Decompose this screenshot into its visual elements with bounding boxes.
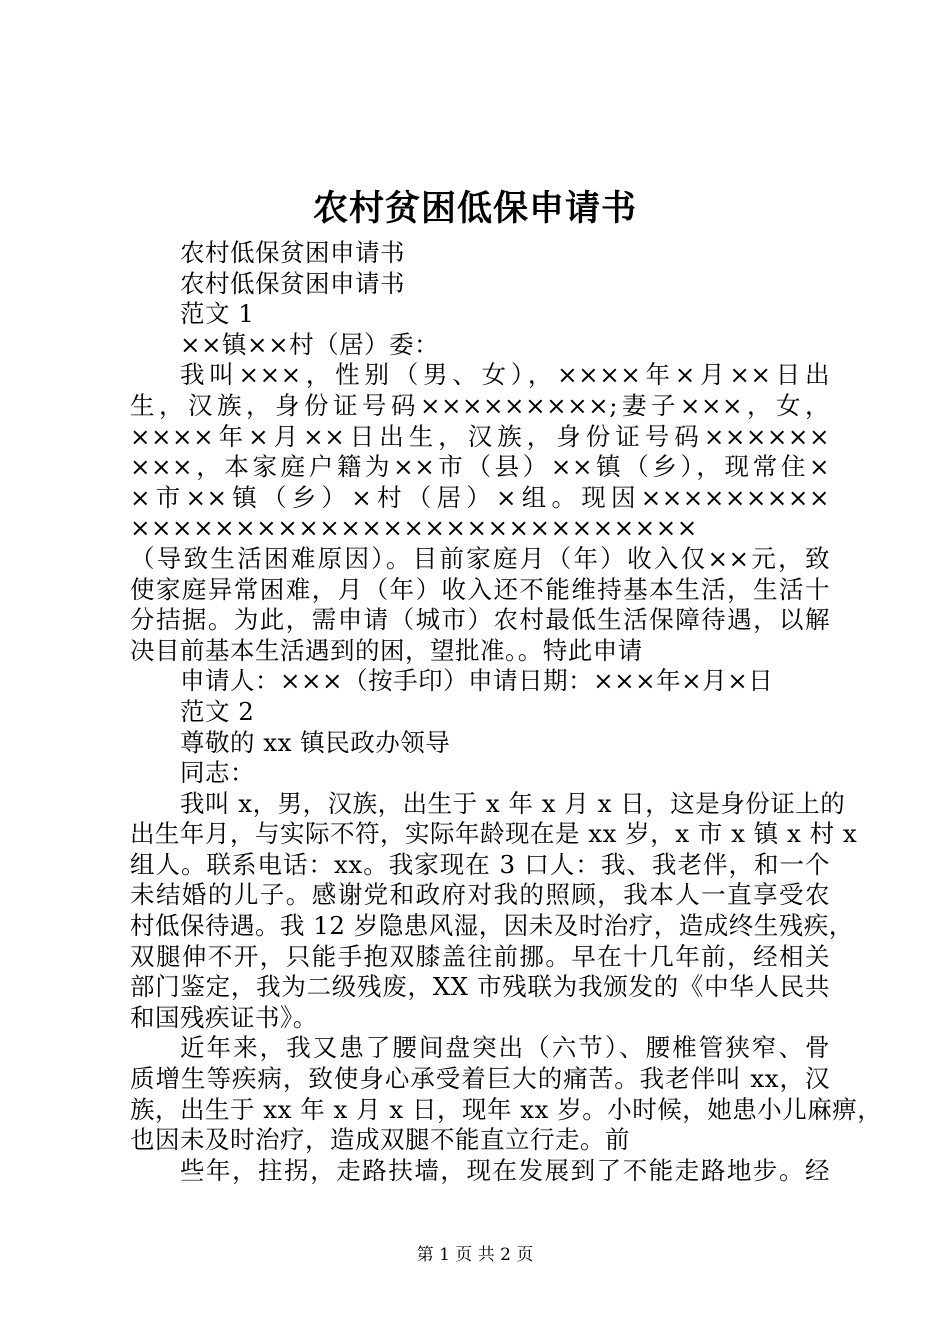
- text-line: ××镇××村（居）委：: [180, 329, 440, 359]
- document-title: 农村贫困低保申请书: [312, 188, 637, 229]
- text-line: 未结婚的儿子。感谢党和政府对我的照顾，我本人一直享受农: [130, 880, 830, 910]
- text-line: 双腿伸不开，只能手抱双膝盖往前挪。早在十几年前，经相关: [130, 941, 830, 971]
- text-line: 村低保待遇。我 12 岁隐患风湿，因未及时治疗，造成终生残疾，: [130, 911, 854, 941]
- text-line: 范文 1: [180, 299, 255, 329]
- text-line: ××××年×月××日出生，汉族，身份证号码××××××: [130, 421, 830, 451]
- text-line: 范文 2: [180, 696, 255, 726]
- page-footer: 第 1 页 共 2 页: [416, 1245, 534, 1265]
- text-line: 申请人：×××（按手印）申请日期：×××年×月×日: [180, 666, 774, 696]
- text-line: 生，汉族，身份证号码×××××××××;妻子×××，女，: [130, 390, 830, 420]
- document-body: [130, 238, 883, 1186]
- text-line: 同志：: [180, 758, 255, 788]
- text-line: ×××××××××××××××××××××××××××: [130, 513, 698, 543]
- text-line: （导致生活困难原因）。目前家庭月（年）收入仅××元，致: [130, 543, 830, 573]
- text-line: 近年来，我又患了腰间盘突出（六节）、腰椎管狭窄、骨: [180, 1033, 830, 1063]
- text-line: 质增生等疾病，致使身心承受着巨大的痛苦。我老伴叫 xx，汉: [130, 1064, 830, 1094]
- text-line: 也因未及时治疗，造成双腿不能直立行走。前: [130, 1125, 630, 1155]
- text-line: 组人。联系电话：xx。我家现在 3 口人：我、我老伴，和一个: [130, 849, 830, 879]
- text-line: 我叫 x，男，汉族，出生于 x 年 x 月 x 日，这是身份证上的: [180, 788, 846, 818]
- text-line: 农村低保贫困申请书: [180, 268, 405, 298]
- text-line: 使家庭异常困难，月（年）收入还不能维持基本生活，生活十: [130, 574, 830, 604]
- text-line: 部门鉴定，我为二级残废，XX 市残联为我颁发的《中华人民共: [130, 972, 830, 1002]
- text-line: 族，出生于 xx 年 x 月 x 日，现年 xx 岁。小时候，她患小儿麻痹，: [130, 1094, 883, 1124]
- text-line: ×××，本家庭户籍为××市（县）××镇（乡），现常住×: [130, 452, 830, 482]
- text-line: 出生年月，与实际不符，实际年龄现在是 xx 岁，x 市 x 镇 x 村 x: [130, 819, 858, 849]
- text-line: 和国残疾证书》。: [130, 1002, 318, 1032]
- text-line: 些年，拄拐，走路扶墙，现在发展到了不能走路地步。经: [180, 1155, 830, 1185]
- text-line: 尊敬的 xx 镇民政办领导: [180, 727, 451, 757]
- text-line: 分拮据。为此，需申请（城市）农村最低生活保障待遇，以解: [130, 605, 830, 635]
- text-line: 农村低保贫困申请书: [180, 238, 405, 267]
- text-line: ×市××镇（乡）×村（居）×组。现因×××××××××: [130, 482, 830, 512]
- text-line: 我叫×××，性别（男、女），××××年×月××日出: [180, 360, 830, 390]
- text-line: 决目前基本生活遇到的困，望批准。。特此申请: [130, 635, 643, 665]
